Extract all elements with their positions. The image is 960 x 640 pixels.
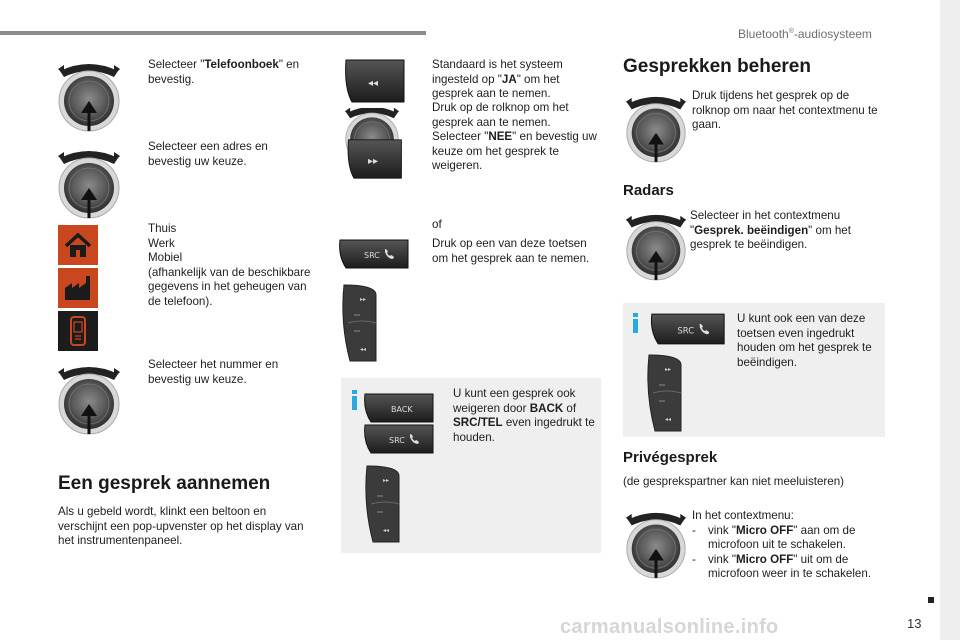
mobile-phone-icon xyxy=(58,311,98,351)
info-icon xyxy=(351,390,359,410)
info-reject-text: U kunt een gesprek ook weigeren door BACK of SRC/TEL even ingedrukt te houden. xyxy=(453,387,595,444)
svg-text:◂◂: ◂◂ xyxy=(368,78,379,89)
contact-type-icons xyxy=(58,225,98,350)
private-call-subtitle: (de gesprekspartner kan niet meeluisteren) xyxy=(623,475,845,488)
press-key-answer-text: Druk op een van deze toetsen om het gesprek aan te nemen. xyxy=(432,237,590,265)
forward-button-icon xyxy=(342,138,406,180)
svg-text:SRC: SRC xyxy=(364,251,380,260)
rotary-knob-icon xyxy=(622,206,690,284)
rotary-knob-icon xyxy=(622,88,690,166)
running-header xyxy=(738,27,872,41)
context-menu-text: In het contextmenu: - vink "Micro OFF" aan om de microfoon uit te schakelen. - vink "Micro OFF" uit om de microfoon weer in te schakelen. xyxy=(692,509,882,582)
src-tel-button-icon xyxy=(363,423,435,455)
contact-types-text: Thuis Werk Mobiel (afhankelijk van de beschikbare gegevens in het geheugen van de telefoon). xyxy=(148,222,311,308)
default-answer-text: Standaard is het systeem ingesteld op "JA" om het gesprek aan te nemen. xyxy=(432,58,563,100)
end-call-text: Selecteer in het contextmenu "Gesprek. beëindigen" om het gesprek te beëindigen. xyxy=(690,209,851,251)
press-knob-text: Druk op de rolknop om het gesprek aan te nemen. xyxy=(432,101,569,129)
page-number: 13 xyxy=(907,616,922,631)
step-select-phonebook: Selecteer "Telefoonboek" en bevestig. xyxy=(148,58,300,86)
registered-mark: ® xyxy=(788,28,794,35)
info-panel-end-call xyxy=(623,303,885,437)
home-icon xyxy=(58,225,98,265)
svg-text:SRC: SRC xyxy=(677,326,695,337)
svg-text:BACK: BACK xyxy=(391,405,413,414)
section-body-answer-call: Als u gebeld wordt, klinkt een beltoon en verschijnt een pop-upvenster op het display van het instrumentenpaneel. xyxy=(58,505,304,547)
src-tel-button-icon xyxy=(338,238,410,270)
rotary-knob-icon xyxy=(54,358,124,438)
section-title-radars: Radars xyxy=(623,182,674,199)
reject-call-text: Selecteer "NEE" en bevestig uw keuze om het gesprek te weigeren. xyxy=(432,130,597,172)
section-title-answer-call: Een gesprek aannemen xyxy=(58,473,271,494)
src-tel-button-icon xyxy=(643,312,733,346)
or-text: of xyxy=(432,218,442,231)
step-select-address: Selecteer een adres en bevestig uw keuze. xyxy=(148,140,268,168)
factory-icon xyxy=(58,268,98,308)
header-suffix: -audiosysteem xyxy=(793,27,872,41)
manage-calls-text: Druk tijdens het gesprek op de rolknop om naar het contextmenu te gaan. xyxy=(692,89,878,131)
info-end-call-text: U kunt ook een van deze toetsen even ingedrukt houden om het gesprek te beëindigen. xyxy=(737,312,872,369)
svg-text:SRC: SRC xyxy=(389,436,405,445)
rotary-knob-icon xyxy=(54,142,124,222)
back-button-icon xyxy=(363,392,435,424)
rewind-button-icon xyxy=(342,58,406,104)
info-icon xyxy=(632,313,640,333)
section-title-manage-calls: Gesprekken beheren xyxy=(623,56,811,77)
svg-text:▸▸: ▸▸ xyxy=(368,156,379,167)
list-item: - vink "Micro OFF" aan om de microfoon uit te schakelen. xyxy=(692,523,856,551)
rotary-knob-icon xyxy=(622,504,690,582)
rotary-knob-icon xyxy=(54,55,124,135)
steering-wheel-buttons-icon xyxy=(338,283,378,363)
steering-wheel-buttons-icon xyxy=(361,464,401,544)
end-marker xyxy=(928,597,934,603)
header-rule xyxy=(0,31,426,35)
steering-wheel-buttons-icon xyxy=(643,353,683,433)
step-select-number: Selecteer het nummer en bevestig uw keuze. xyxy=(148,358,279,386)
list-item: - vink "Micro OFF" uit om de microfoon weer in te schakelen. xyxy=(692,552,872,580)
header-title: Bluetooth xyxy=(738,27,789,41)
footer-watermark: carmanualsonline.info xyxy=(560,616,779,638)
info-panel-reject xyxy=(341,378,601,553)
page-edge xyxy=(940,0,960,640)
section-title-private-call: Privégesprek xyxy=(623,449,718,466)
